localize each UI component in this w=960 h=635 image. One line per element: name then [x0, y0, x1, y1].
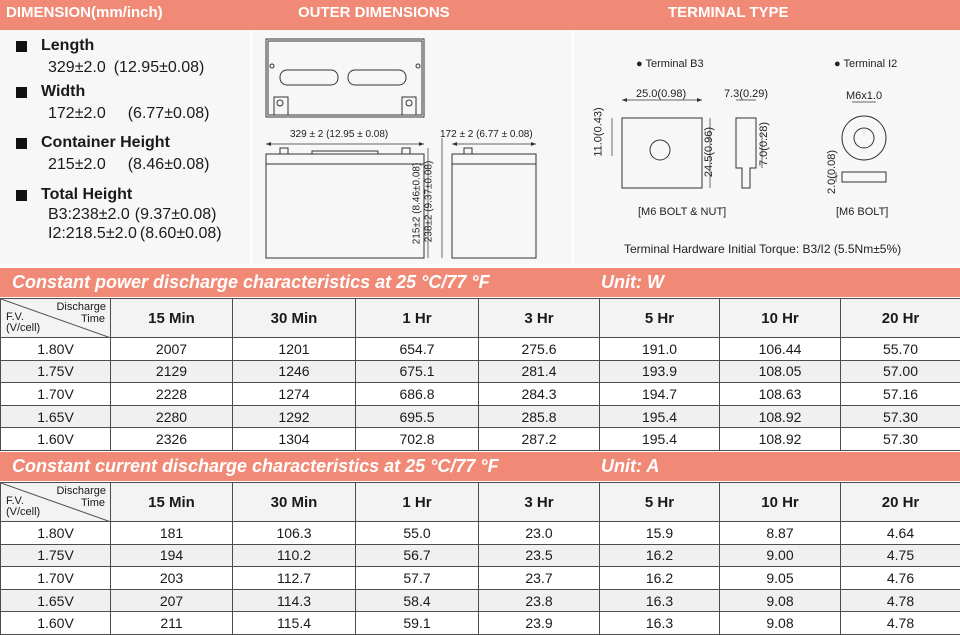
value-cell: 16.3 [600, 612, 720, 635]
column-header: 10 Hr [720, 299, 841, 338]
column-header: 30 Min [233, 299, 356, 338]
value-cell: 4.78 [841, 612, 960, 635]
value-cell: 4.76 [841, 567, 960, 590]
length-inch: (12.95±0.08) [113, 59, 205, 76]
value-cell: 285.8 [479, 405, 600, 428]
value-cell: 108.92 [720, 428, 841, 451]
corner-vcell: (V/cell) [6, 322, 41, 334]
corner-cell [1, 299, 111, 338]
value-cell: 195.4 [600, 405, 720, 428]
power-section-title: Constant power discharge characteristics at 25 °C/77 °F [12, 272, 490, 292]
outer-width-label: 172 ± 2 (6.77 ± 0.08) [440, 129, 533, 140]
container-height-mm: 215±2.0 [48, 156, 106, 173]
value-cell: 695.5 [356, 405, 479, 428]
value-cell: 2326 [111, 428, 233, 451]
corner-cell [1, 483, 111, 522]
column-header: 20 Hr [841, 483, 960, 522]
b3-width-dim: 25.0(0.98) [636, 88, 687, 100]
value-cell: 59.1 [356, 612, 479, 635]
terminal-b3-title: ● Terminal B3 [636, 58, 704, 70]
table-row [1, 567, 960, 590]
value-cell: 284.3 [479, 383, 600, 406]
value-cell: 1292 [233, 405, 356, 428]
corner-discharge: Discharge [56, 301, 106, 313]
column-header: 20 Hr [841, 299, 960, 338]
table-row [1, 383, 960, 406]
header-bar [0, 0, 960, 30]
total-height-i2-mm: I2:218.5±2.0 [48, 225, 137, 242]
value-cell: 108.05 [720, 360, 841, 383]
value-cell: 191.0 [600, 338, 720, 361]
length-mm: 329±2.0 [48, 59, 106, 76]
value-cell: 2228 [111, 383, 233, 406]
terminal-i2-title: ● Terminal I2 [834, 58, 898, 70]
value-cell: 108.63 [720, 383, 841, 406]
value-cell: 1274 [233, 383, 356, 406]
total-height-block [16, 185, 222, 243]
value-cell: 16.2 [600, 544, 720, 567]
value-cell: 1201 [233, 338, 356, 361]
corner-vcell: (V/cell) [6, 506, 41, 518]
terminal-type-panel [574, 30, 960, 264]
value-cell: 114.3 [233, 589, 356, 612]
terminal-type-title: TERMINAL TYPE [668, 4, 789, 21]
column-header: 3 Hr [479, 299, 600, 338]
value-cell: 4.78 [841, 589, 960, 612]
column-header: 15 Min [111, 299, 233, 338]
value-cell: 110.2 [233, 544, 356, 567]
column-header: 5 Hr [600, 299, 720, 338]
value-cell: 9.00 [720, 544, 841, 567]
b3-h3-dim: 7.0(0.28) [758, 121, 771, 167]
value-cell: 193.9 [600, 360, 720, 383]
value-cell: 4.75 [841, 544, 960, 567]
value-cell: 23.7 [479, 567, 600, 590]
table-row [1, 544, 960, 567]
b3-h2-dim: 24.5(0.96) [703, 126, 716, 178]
table-row [1, 522, 960, 545]
fv-cell: 1.65V [1, 589, 111, 612]
value-cell: 1304 [233, 428, 356, 451]
fv-cell: 1.65V [1, 405, 111, 428]
value-cell: 195.4 [600, 428, 720, 451]
corner-time: Time [80, 313, 105, 325]
column-header: 1 Hr [356, 299, 479, 338]
column-header: 30 Min [233, 483, 356, 522]
length-label: Length [41, 37, 95, 54]
outer-dimensions-title: OUTER DIMENSIONS [298, 4, 450, 21]
value-cell: 2129 [111, 360, 233, 383]
value-cell: 57.16 [841, 383, 960, 406]
value-cell: 106.3 [233, 522, 356, 545]
table-header-row [1, 299, 960, 338]
width-inch: (6.77±0.08) [127, 105, 210, 122]
column-header: 5 Hr [600, 483, 720, 522]
value-cell: 55.70 [841, 338, 960, 361]
current-discharge-table [0, 482, 960, 635]
container-height-label: Container Height [41, 134, 170, 151]
fv-cell: 1.60V [1, 428, 111, 451]
bullet-square-icon [16, 41, 27, 52]
value-cell: 654.7 [356, 338, 479, 361]
value-cell: 4.64 [841, 522, 960, 545]
table-row [1, 428, 960, 451]
value-cell: 57.30 [841, 405, 960, 428]
value-cell: 207 [111, 589, 233, 612]
value-cell: 23.0 [479, 522, 600, 545]
value-cell: 108.92 [720, 405, 841, 428]
current-unit: Unit: A [601, 456, 660, 476]
current-section-title: Constant current discharge characteristics at 25 °C/77 °F [12, 456, 499, 476]
value-cell: 194 [111, 544, 233, 567]
value-cell: 1246 [233, 360, 356, 383]
column-header: 15 Min [111, 483, 233, 522]
total-height-label: Total Height [41, 186, 133, 203]
table-header-row [1, 483, 960, 522]
width-mm: 172±2.0 [48, 105, 106, 122]
value-cell: 115.4 [233, 612, 356, 635]
bullet-square-icon [16, 138, 27, 149]
value-cell: 194.7 [600, 383, 720, 406]
outer-height-container-label: 215±2 (8.46±0.08) [411, 162, 423, 245]
dimension-title: DIMENSION(mm/inch) [6, 4, 163, 21]
value-cell: 23.8 [479, 589, 600, 612]
value-cell: 9.08 [720, 589, 841, 612]
value-cell: 16.3 [600, 589, 720, 612]
value-cell: 281.4 [479, 360, 600, 383]
value-cell: 203 [111, 567, 233, 590]
b3-bolt-label: [M6 BOLT & NUT] [638, 206, 727, 218]
table-row [1, 360, 960, 383]
value-cell: 2007 [111, 338, 233, 361]
value-cell: 23.9 [479, 612, 600, 635]
value-cell: 57.7 [356, 567, 479, 590]
current-section-bar [0, 452, 960, 481]
fv-cell: 1.80V [1, 338, 111, 361]
power-unit: Unit: W [601, 272, 664, 292]
value-cell: 112.7 [233, 567, 356, 590]
table-row [1, 338, 960, 361]
value-cell: 57.30 [841, 428, 960, 451]
value-cell: 9.08 [720, 612, 841, 635]
value-cell: 23.5 [479, 544, 600, 567]
i2-bolt-label: [M6 BOLT] [836, 206, 889, 218]
value-cell: 275.6 [479, 338, 600, 361]
column-header: 3 Hr [479, 483, 600, 522]
bullet-square-icon [16, 190, 27, 201]
value-cell: 675.1 [356, 360, 479, 383]
value-cell: 8.87 [720, 522, 841, 545]
value-cell: 686.8 [356, 383, 479, 406]
dimension-panel [0, 30, 250, 264]
width-label: Width [41, 83, 86, 100]
b3-thickness-dim: 7.3(0.29) [724, 88, 769, 100]
bullet-square-icon [16, 87, 27, 98]
value-cell: 702.8 [356, 428, 479, 451]
value-cell: 16.2 [600, 567, 720, 590]
fv-cell: 1.70V [1, 567, 111, 590]
container-height-block [16, 133, 209, 174]
value-cell: 106.44 [720, 338, 841, 361]
power-section-bar [0, 268, 960, 297]
fv-cell: 1.75V [1, 544, 111, 567]
value-cell: 15.9 [600, 522, 720, 545]
corner-fv: F.V. [6, 495, 24, 507]
i2-thread-dim: M6x1.0 [846, 90, 883, 102]
torque-note: Terminal Hardware Initial Torque: B3/I2 (5.5Nm±5%) [624, 242, 902, 256]
table-row [1, 612, 960, 635]
table-row [1, 405, 960, 428]
table-row [1, 589, 960, 612]
value-cell: 9.05 [720, 567, 841, 590]
outer-length-label: 329 ± 2 (12.95 ± 0.08) [290, 129, 389, 140]
column-header: 10 Hr [720, 483, 841, 522]
value-cell: 2280 [111, 405, 233, 428]
total-height-i2-inch: (8.60±0.08) [139, 225, 222, 242]
width-block [16, 82, 209, 123]
outer-height-total-label: 238±2 (9.37±0.08) [423, 160, 435, 243]
corner-discharge: Discharge [56, 485, 106, 497]
total-height-b3-inch: (9.37±0.08) [134, 206, 217, 223]
column-header: 1 Hr [356, 483, 479, 522]
value-cell: 181 [111, 522, 233, 545]
value-cell: 211 [111, 612, 233, 635]
value-cell: 55.0 [356, 522, 479, 545]
power-discharge-table [0, 298, 960, 451]
corner-time: Time [80, 497, 105, 509]
total-height-b3-mm: B3:238±2.0 [48, 206, 130, 223]
fv-cell: 1.70V [1, 383, 111, 406]
i2-height-dim: 2.0(0.08) [826, 149, 839, 195]
corner-fv: F.V. [6, 311, 24, 323]
outer-dimensions-panel [252, 30, 572, 264]
b3-h1-dim: 11.0(0.43) [592, 107, 605, 157]
fv-cell: 1.75V [1, 360, 111, 383]
value-cell: 57.00 [841, 360, 960, 383]
value-cell: 287.2 [479, 428, 600, 451]
length-block [16, 36, 204, 77]
value-cell: 58.4 [356, 589, 479, 612]
fv-cell: 1.60V [1, 612, 111, 635]
fv-cell: 1.80V [1, 522, 111, 545]
value-cell: 56.7 [356, 544, 479, 567]
container-height-inch: (8.46±0.08) [127, 156, 210, 173]
